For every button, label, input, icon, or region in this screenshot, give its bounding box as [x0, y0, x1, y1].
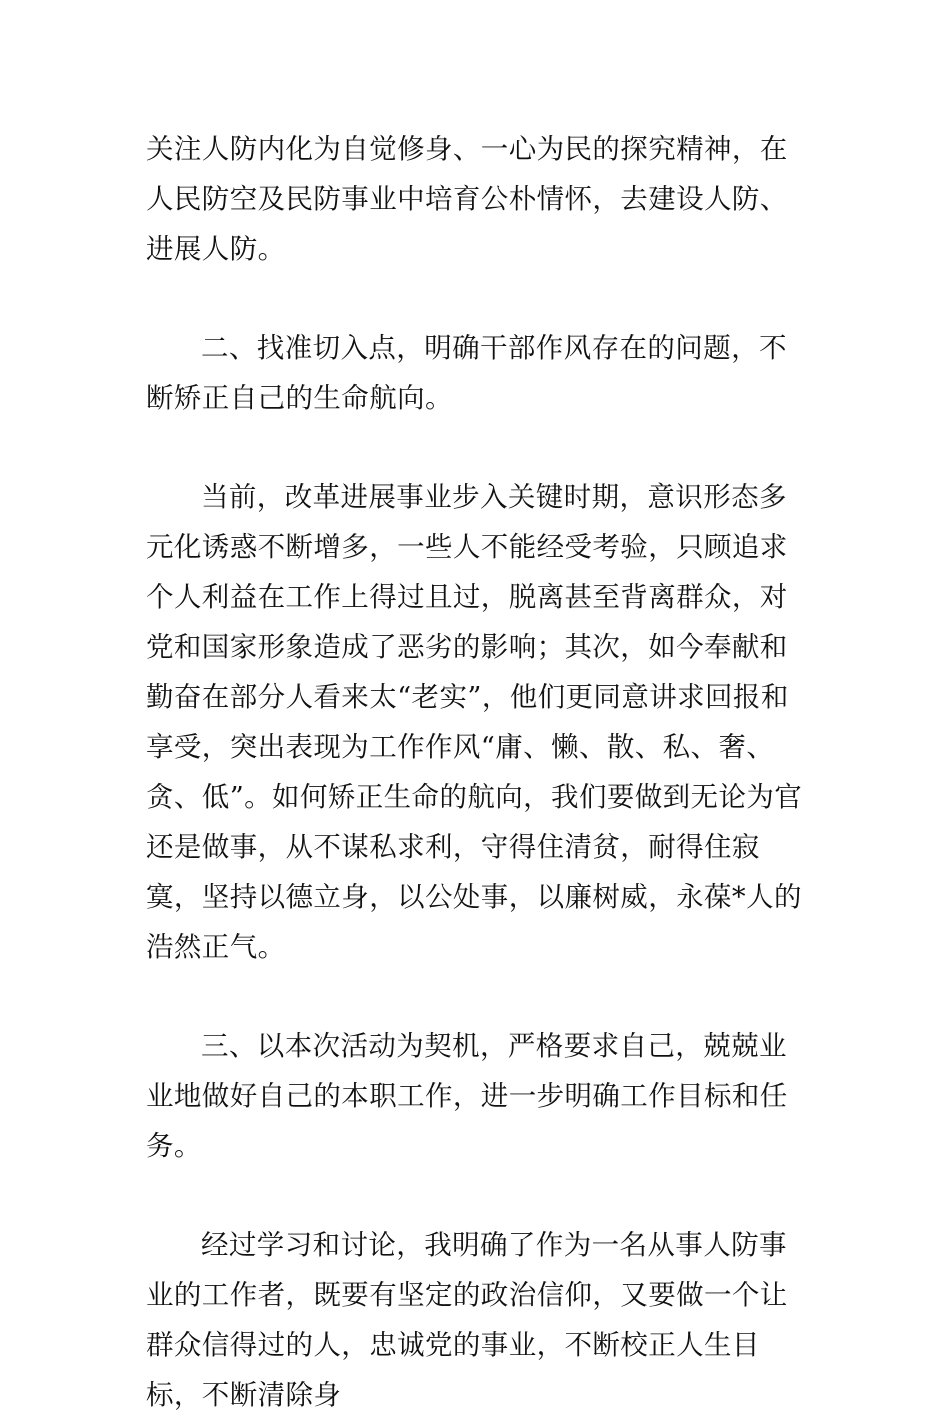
paragraph-4-heading: 三、以本次活动为契机，严格要求自己，兢兢业业地做好自己的本职工作，进一步明确工作目标和任务。 — [146, 1030, 788, 1162]
paragraph-1: 关注人防内化为自觉修身、一心为民的探究精神，在人民防空及民防事业中培育公朴情怀，去建设人防、进展人防。 — [146, 133, 788, 265]
paragraph-gap — [146, 274, 806, 323]
paragraph-5: 经过学习和讨论，我明确了作为一名从事人防事业的工作者，既要有坚定的政治信仰，又要做一个让群众信得过的人，忠诚党的事业，不断校正人生目标，不断清除身 — [146, 1229, 788, 1411]
paragraph-gap — [146, 1171, 806, 1220]
paragraph-gap — [146, 423, 806, 472]
paragraph-gap — [146, 972, 806, 1021]
paragraph-3: 当前，改革进展事业步入关键时期，意识形态多元化诱惑不断增多，一些人不能经受考验，只顾追求个人利益在工作上得过且过，脱离甚至背离群众，对党和国家形象造成了恶劣的影响；其次，如今奉献和勤奋在部分人看来太“老实”，他们更同意讲求回报和享受，突出表现为工作作风“庸、懒、散、私、奢、贪、低”。如何矫正生命的航向，我们要做到无论为官还是做事，从不谋私求利，守得住清贫，耐得住寂寞，坚持以德立身，以公处事，以廉树威，永葆*人的浩然正气。 — [146, 481, 803, 963]
document-page — [146, 124, 806, 1420]
paragraph-2-heading: 二、找准切入点，明确干部作风存在的问题，不断矫正自己的生命航向。 — [146, 332, 787, 414]
